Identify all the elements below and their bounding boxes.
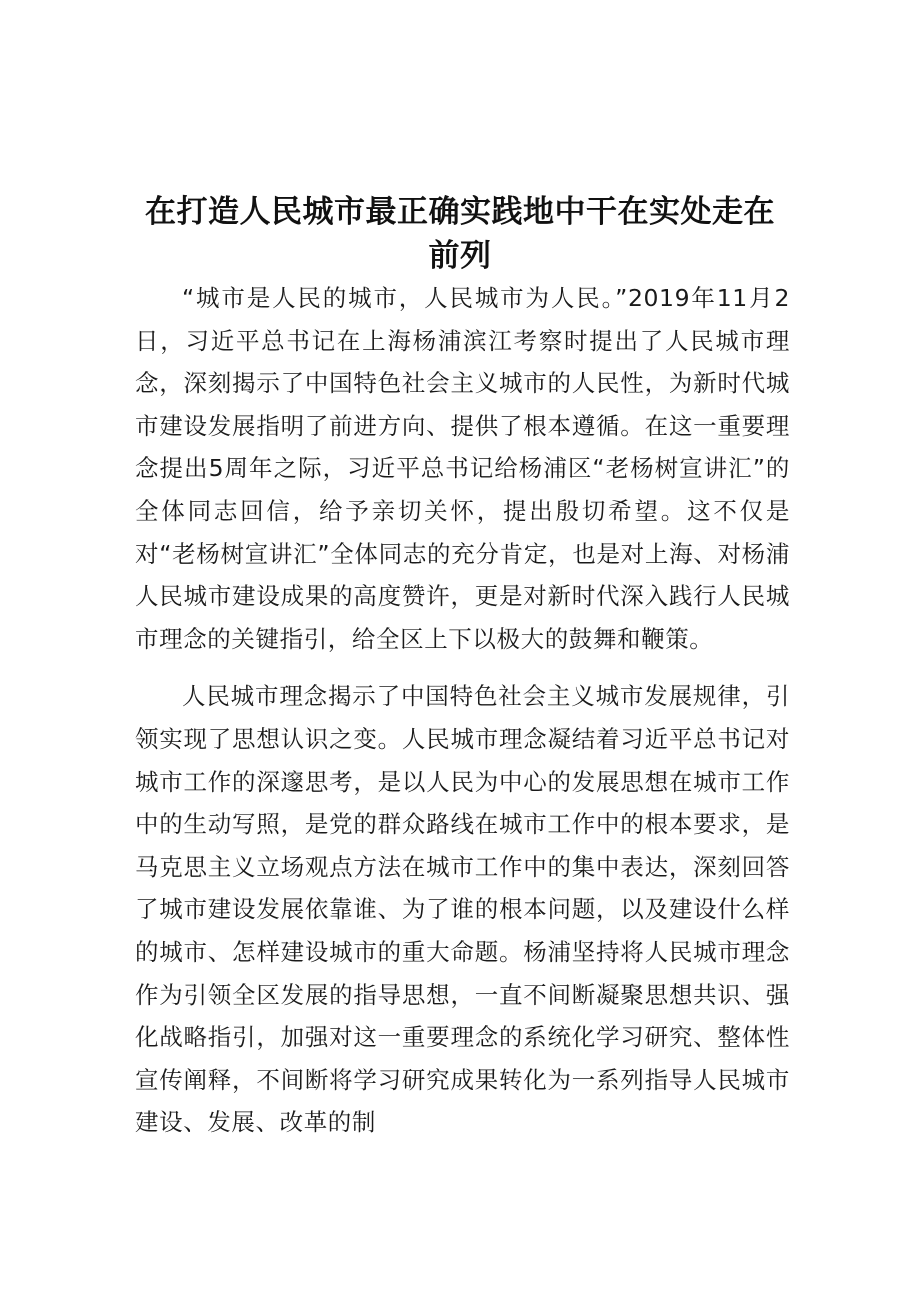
document-body [135,277,790,1144]
paragraph-1: “城市是人民的城市，人民城市为人民。”2019年11月2日，习近平总书记在上海杨浦滨江考察时提出了人民城市理念，深刻揭示了中国特色社会主义城市的人民性，为新时代城市建设发展指明了前进方向、提供了根本遵循。在这一重要理念提出5周年之际，习近平总书记给杨浦区“老杨树宣讲汇”的全体同志回信，给予亲切关怀，提出殷切希望。这不仅是对“老杨树宣讲汇”全体同志的充分肯定，也是对上海、对杨浦人民城市建设成果的高度赞许，更是对新时代深入践行人民城市理念的关键指引，给全区上下以极大的鼓舞和鞭策。 [135,284,790,653]
document-title: 在打造人民城市最正确实践地中干在实处走在 前列 [145,194,775,274]
paragraph-2: 人民城市理念揭示了中国特色社会主义城市发展规律，引领实现了思想认识之变。人民城市理念凝结着习近平总书记对城市工作的深邃思考，是以人民为中心的发展思想在城市工作中的生动写照，是党的群众路线在城市工作中的根本要求，是马克思主义立场观点方法在城市工作中的集中表达，深刻回答了城市建设发展依靠谁、为了谁的根本问题，以及建设什么样的城市、怎样建设城市的重大命题。杨浦坚持将人民城市理念作为引领全区发展的指导思想，一直不间断凝聚思想共识、强化战略指引，加强对这一重要理念的系统化学习研究、整体性宣传阐释，不间断将学习研究成果转化为一系列指导人民城市建设、发展、改革的制 [135,682,790,1137]
